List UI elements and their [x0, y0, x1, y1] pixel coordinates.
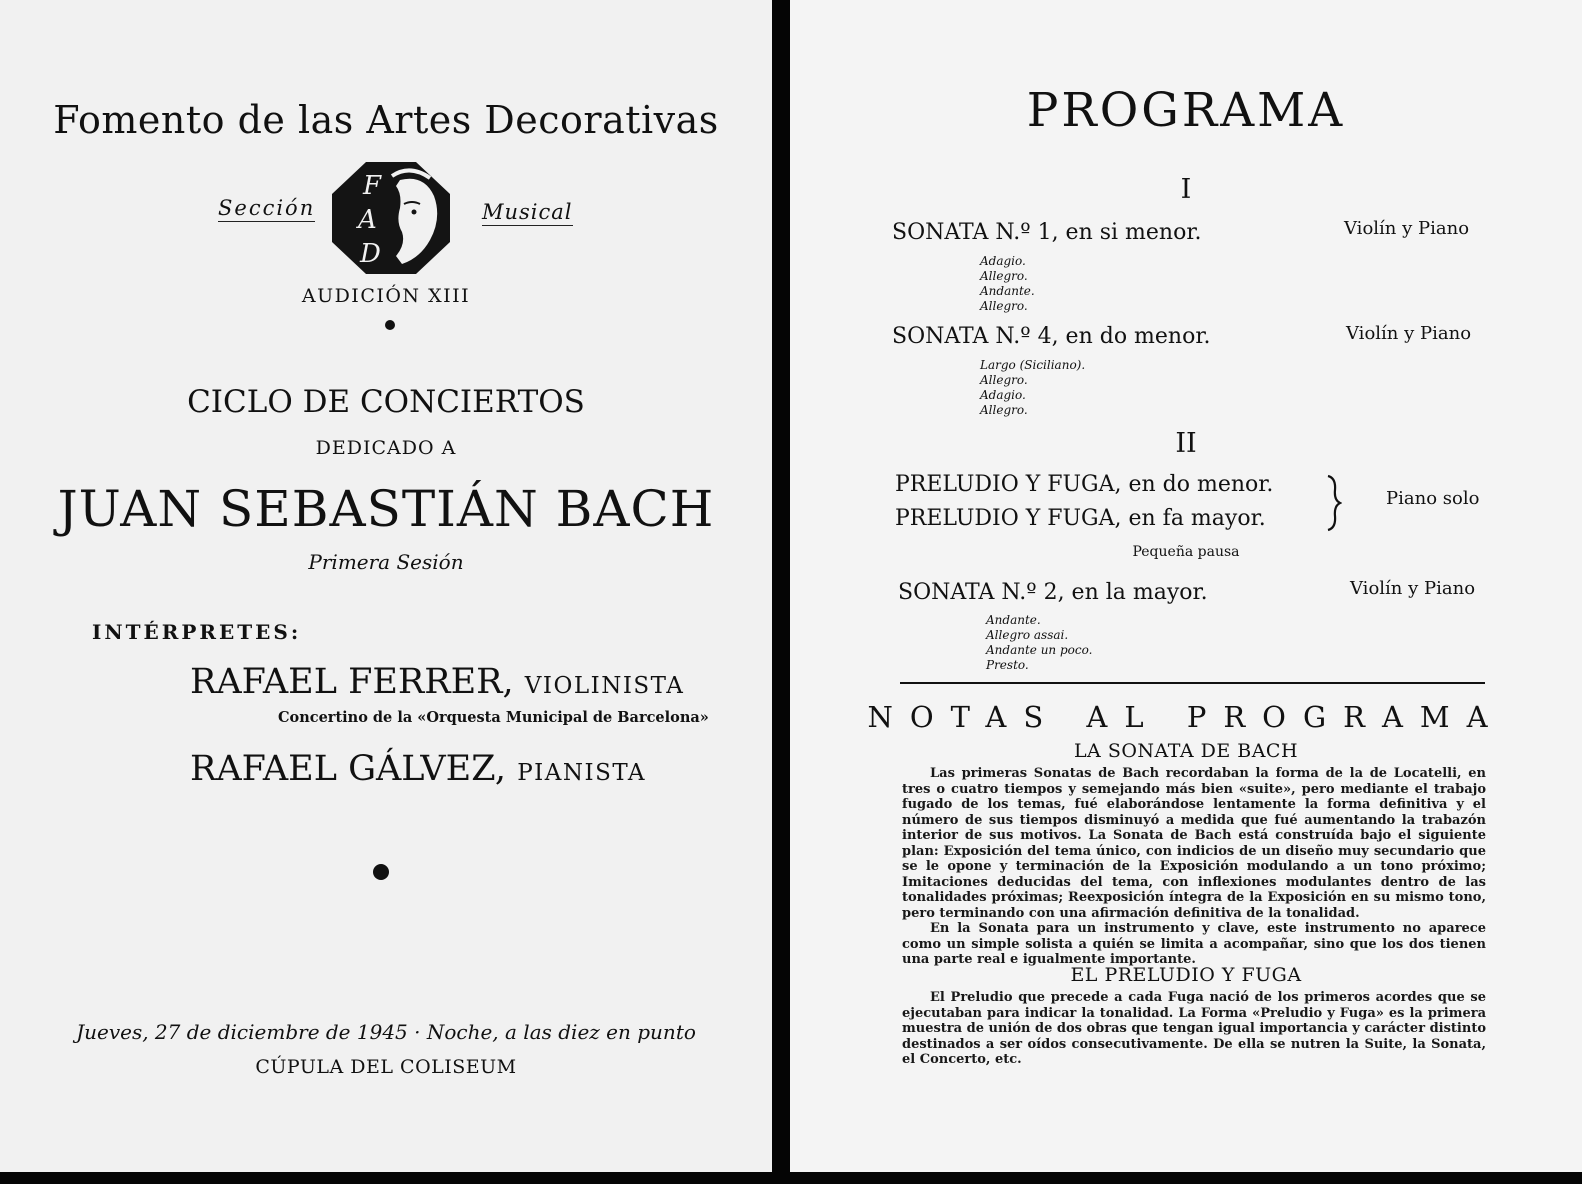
logo-letter-d: D [360, 239, 381, 269]
preludio-heading: EL PRELUDIO Y FUGA [1070, 964, 1302, 986]
right-page [790, 0, 1582, 1172]
movement: Adagio. [980, 388, 1026, 402]
movement: Largo (Siciliano). [980, 358, 1086, 372]
performer-2-name: RAFAEL GÁLVEZ, [190, 749, 507, 789]
sonata-4-movements [980, 358, 1085, 418]
bullet-dot [385, 320, 395, 330]
logo-letter-a: A [358, 205, 377, 235]
sonata-4-title: SONATA N.º 4, en do menor. [892, 324, 1211, 349]
movement: Presto. [986, 658, 1029, 672]
part-one-label: I [1180, 174, 1192, 205]
preludio-notes [902, 990, 1486, 1068]
sonata-1-instrument: Violín y Piano [1344, 218, 1470, 239]
session-label: Primera Sesión [308, 550, 464, 574]
movement: Allegro. [980, 269, 1028, 283]
movement: Allegro. [980, 373, 1028, 387]
divider [900, 682, 1485, 684]
programa-title: PROGRAMA [1026, 83, 1346, 138]
org-title: Fomento de las Artes Decorativas [53, 98, 719, 142]
performer-2-role: PIANISTA [517, 760, 647, 786]
dedicado-label: DEDICADO A [315, 437, 457, 459]
sonata-notes [902, 766, 1486, 968]
left-page [0, 0, 772, 1172]
venue: CÚPULA DEL COLISEUM [255, 1056, 517, 1078]
movement: Andante un poco. [986, 643, 1093, 657]
performer-1-note: Concertino de la «Orquesta Municipal de Barcelona» [278, 709, 709, 726]
performer-1-role: VIOLINISTA [524, 673, 685, 699]
musical-label: Musical [482, 200, 573, 224]
preludio-instrument: Piano solo [1386, 488, 1480, 509]
movement: Allegro. [980, 299, 1028, 313]
sonata-2-movements [986, 613, 1092, 673]
notes-paragraph: El Preludio que precede a cada Fuga nació de los primeros acordes que se ejecutaban para indicar la tonalidad. La Forma «Preludio y Fuga» es la primera muestra de unión de dos obras que tengan igual importancia y carácter distinto destinados a ser oídos consecutivamente. De ella se nutren la Suite, la Sonata, el Concerto, etc. [902, 990, 1486, 1067]
sonata-1-movements [980, 254, 1035, 314]
movement: Allegro assai. [986, 628, 1069, 642]
performer-1-name: RAFAEL FERRER, [190, 662, 514, 702]
performer-2 [190, 749, 646, 789]
fad-logo-icon [330, 160, 452, 276]
notas-title: NOTAS AL PROGRAMA [867, 700, 1505, 734]
movement: Adagio. [980, 254, 1026, 268]
audicion-label: AUDICIÓN XIII [301, 285, 471, 307]
movement: Andante. [980, 284, 1035, 298]
preludio-1-title: PRELUDIO Y FUGA, en do menor. [895, 472, 1274, 497]
movement: Andante. [986, 613, 1041, 627]
concert-date: Jueves, 27 de diciembre de 1945 · Noche, a las diez en punto [76, 1020, 696, 1044]
interpretes-label: INTÉRPRETES: [92, 620, 302, 644]
logo-letter-f: F [363, 171, 382, 201]
brace-icon [1324, 474, 1342, 532]
preludio-2-title: PRELUDIO Y FUGA, en fa mayor. [895, 506, 1266, 531]
part-two-label: II [1175, 428, 1197, 459]
sonata-2-instrument: Violín y Piano [1350, 578, 1476, 599]
pausa-label: Pequeña pausa [1132, 544, 1240, 560]
composer-name: JUAN SEBASTIÁN BACH [57, 480, 715, 538]
ciclo-title: CICLO DE CONCIERTOS [187, 384, 585, 420]
notes-paragraph: En la Sonata para un instrumento y clave, este instrumento no aparece como un simple solista a quién se limita a acompañar, sino que los dos tienen una parte real e igualmente importante. [902, 921, 1486, 967]
bullet-dot-large [373, 864, 389, 880]
seccion-label: Sección [218, 196, 316, 220]
sonata-2-title: SONATA N.º 2, en la mayor. [898, 580, 1208, 605]
performer-1 [190, 662, 684, 702]
sonata-4-instrument: Violín y Piano [1346, 323, 1472, 344]
notes-paragraph: Las primeras Sonatas de Bach recordaban la forma de la de Locatelli, en tres o cuatro tiempos y semejando más bien «suite», pero mediante el trabajo fugado de los temas, fué elaborándose lentamente la forma definitiva y el número de sus tiempos disminuyó a medida que fué aumentando la trabazón interior de sus motivos. La Sonata de Bach está construída bajo el siguiente plan: Exposición del tema único, con indicios de un diseño muy secundario que se le opone y terminación de la Exposición modulando a un tono próximo; Imitaciones deducidas del tema, con inflexiones modulantes dentro de las tonalidades próximas; Reexposición íntegra de la Exposición en su mismo tono, pero terminando con una afirmación definitiva de la tonalidad. [902, 766, 1486, 921]
sonata-heading: LA SONATA DE BACH [1073, 740, 1299, 762]
movement: Allegro. [980, 403, 1028, 417]
sonata-1-title: SONATA N.º 1, en si menor. [892, 220, 1202, 245]
